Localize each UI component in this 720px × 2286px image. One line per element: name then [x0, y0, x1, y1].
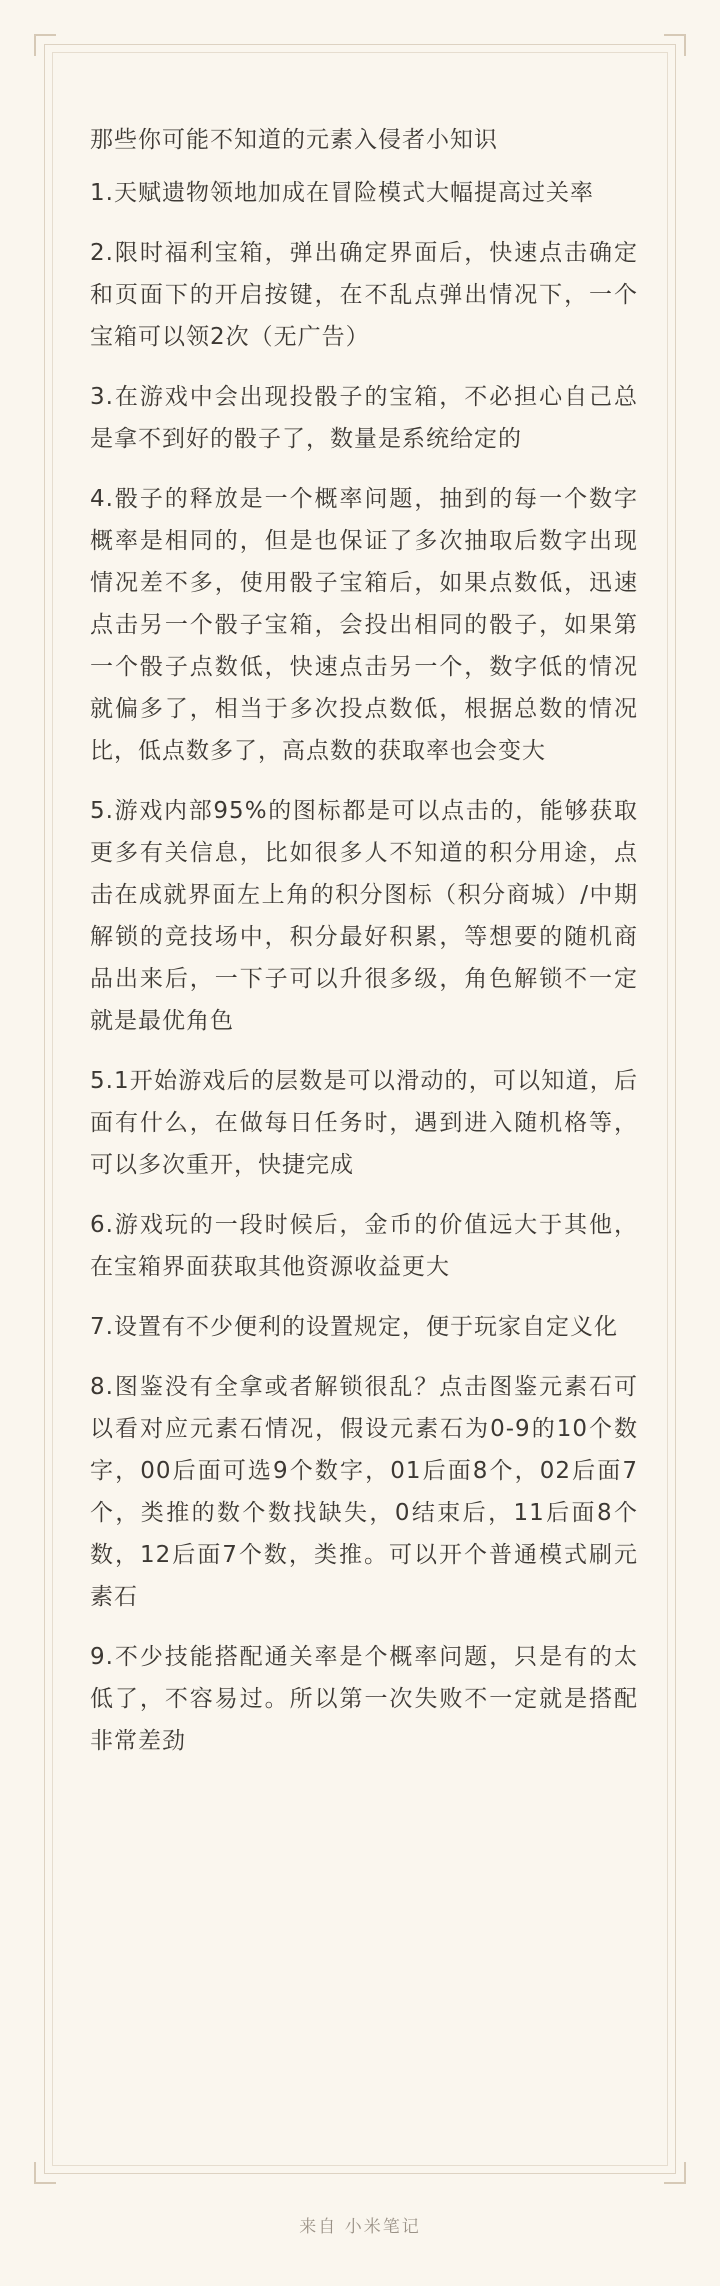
note-paragraph-2: 2.限时福利宝箱，弹出确定界面后，快速点击确定和页面下的开启按键，在不乱点弹出情况下，一个宝箱可以领2次（无广告）: [90, 240, 638, 350]
corner-ornament-top-right: [664, 34, 686, 56]
source-footer: 来自 小米笔记: [299, 2217, 421, 2237]
note-paragraph-5-1: 5.1开始游戏后的层数是可以滑动的，可以知道，后面有什么，在做每日任务时，遇到进入随机格等，可以多次重开，快捷完成: [90, 1068, 638, 1178]
note-paragraph-3: 3.在游戏中会出现投骰子的宝箱，不必担心自己总是拿不到好的骰子了，数量是系统给定的: [90, 384, 638, 452]
note-paragraph-7: 7.设置有不少便利的设置规定，便于玩家自定义化: [90, 1314, 618, 1340]
note-paragraph-1: 1.天赋遗物领地加成在冒险模式大幅提高过关率: [90, 180, 594, 206]
note-paragraph-5: 5.游戏内部95%的图标都是可以点击的，能够获取更多有关信息，比如很多人不知道的积分用途，点击在成就界面左上角的积分图标（积分商城）/中期解锁的竞技场中，积分最好积累，等想要的随机商品出来后，一下子可以升很多级，角色解锁不一定就是最优角色: [90, 798, 638, 1034]
note-paragraph-4: 4.骰子的释放是一个概率问题，抽到的每一个数字概率是相同的，但是也保证了多次抽取后数字出现情况差不多，使用骰子宝箱后，如果点数低，迅速点击另一个骰子宝箱，会投出相同的骰子，如果第一个骰子点数低，快速点击另一个，数字低的情况就偏多了，相当于多次投点数低，根据总数的情况比，低点数多了，高点数的获取率也会变大: [90, 486, 638, 764]
note-paragraph-6: 6.游戏玩的一段时候后，金币的价值远大于其他，在宝箱界面获取其他资源收益更大: [90, 1212, 638, 1280]
note-title: 那些你可能不知道的元素入侵者小知识: [90, 127, 498, 153]
corner-ornament-bottom-left: [34, 2162, 56, 2184]
note-body: [90, 120, 638, 1780]
corner-ornament-top-left: [34, 34, 56, 56]
note-paragraph-9: 9.不少技能搭配通关率是个概率问题，只是有的太低了，不容易过。所以第一次失败不一定就是搭配非常差劲: [90, 1644, 638, 1754]
note-paragraph-8: 8.图鉴没有全拿或者解锁很乱？点击图鉴元素石可以看对应元素石情况，假设元素石为0-9的10个数字，00后面可选9个数字，01后面8个，02后面7个，类推的数个数找缺失，0结束后，11后面8个数，12后面7个数，类推。可以开个普通模式刷元素石: [90, 1374, 638, 1610]
corner-ornament-bottom-right: [664, 2162, 686, 2184]
